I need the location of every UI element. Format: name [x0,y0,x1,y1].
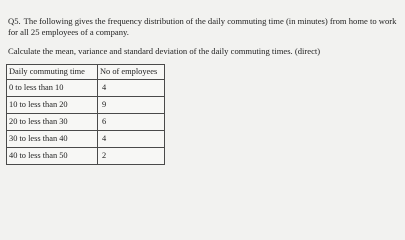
time-interval-cell: 10 to less than 20 [7,97,98,114]
question-text-block [8,16,400,37]
time-interval-cell: 30 to less than 40 [7,131,98,148]
table-row [7,97,165,114]
frequency-table [6,64,165,165]
employee-count-cell: 4 [98,131,165,148]
column-header-commuting-time: Daily commuting time [7,65,98,80]
table-row [7,148,165,165]
time-interval-cell: 40 to less than 50 [7,148,98,165]
table-row [7,114,165,131]
question-body: The following gives the frequency distribution of the daily commuting time (in minutes) from home to work for all 25 employees of a company. [8,16,397,37]
table-row [7,80,165,97]
instruction-text: Calculate the mean, variance and standard deviation of the daily commuting times. (direct) [8,46,321,56]
employee-count-cell: 4 [98,80,165,97]
employee-count-cell: 6 [98,114,165,131]
column-header-employees: No of employees [98,65,165,80]
employee-count-cell: 2 [98,148,165,165]
time-interval-cell: 20 to less than 30 [7,114,98,131]
question-number: Q5. [8,16,21,26]
employee-count-cell: 9 [98,97,165,114]
table-header-row [7,65,165,80]
time-interval-cell: 0 to less than 10 [7,80,98,97]
table-row [7,131,165,148]
